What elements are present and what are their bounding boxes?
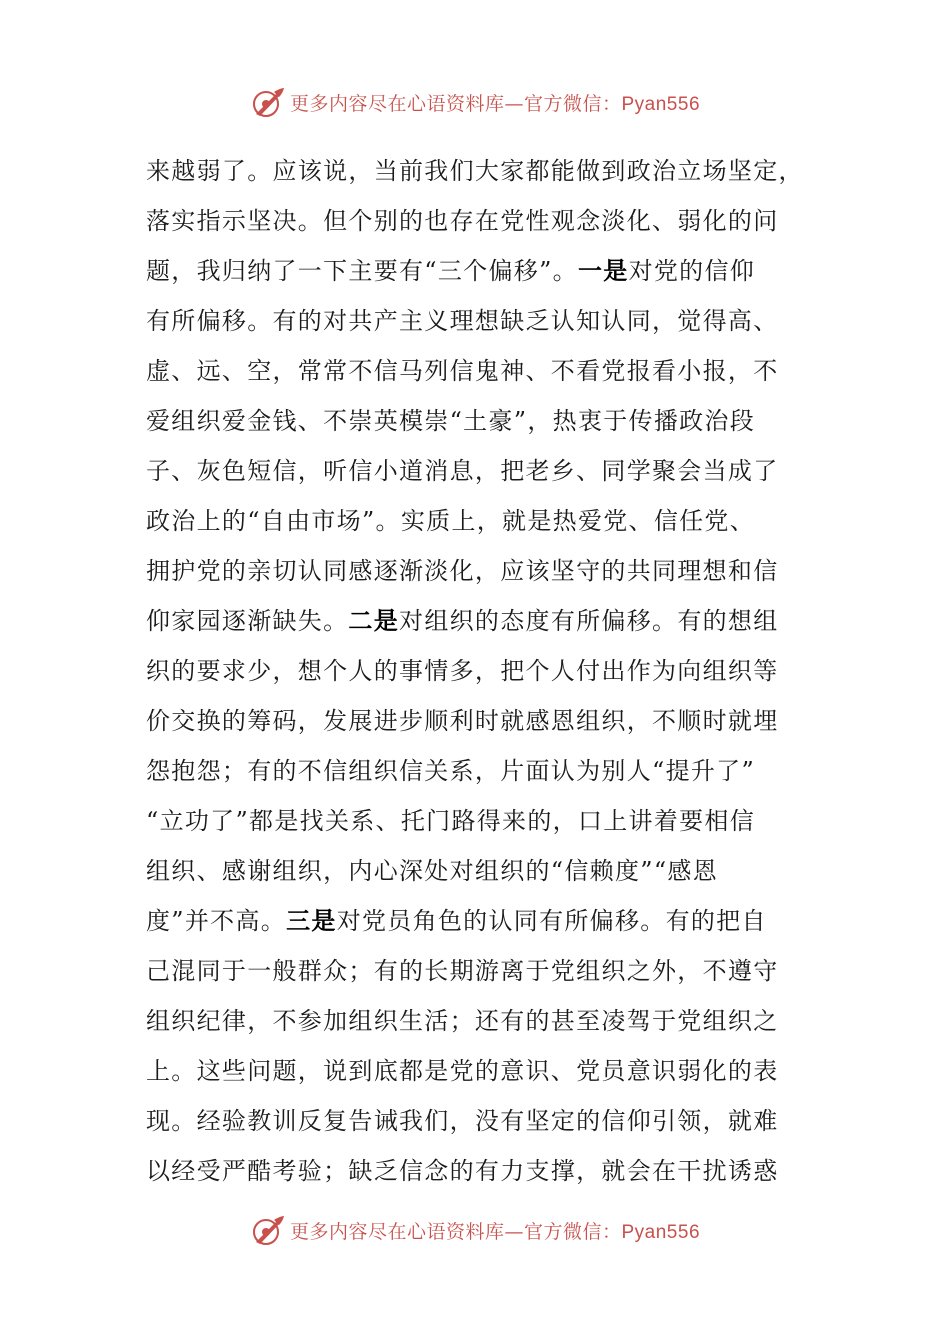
emphasis-label: 二是	[348, 606, 400, 635]
body-line	[146, 296, 796, 346]
footer-watermark-text	[290, 1217, 700, 1244]
body-text: 现。经验教训反复告诫我们，没有坚定的信仰引领，就难	[146, 1107, 779, 1135]
body-text: 拥护党的亲切认同感逐渐淡化，应该坚守的共同理想和信	[146, 557, 779, 585]
body-line	[146, 546, 796, 596]
body-text: 政治上的“自由市场”。实质上，就是热爱党、信任党、	[146, 507, 756, 535]
body-line	[146, 446, 796, 496]
body-text: 对党的信仰	[628, 257, 756, 285]
body-line	[146, 396, 796, 446]
body-text: 以经受严酷考验；缺乏信念的有力支撑，就会在干扰诱惑	[146, 1157, 779, 1185]
body-text: 组织、感谢组织，内心深处对组织的“信赖度”“感恩	[146, 857, 719, 885]
body-text: 仰家园逐渐缺失。	[146, 607, 349, 635]
body-line	[146, 846, 796, 896]
body-text: 对党员角色的认同有所偏移。有的把自	[336, 907, 767, 935]
body-text: 组织纪律，不参加组织生活；还有的甚至凌驾于党组织之	[146, 1007, 779, 1035]
body-text: 子、灰色短信，听信小道消息，把老乡、同学聚会当成了	[146, 457, 779, 485]
document-body	[146, 146, 804, 1196]
footer-text: 更多内容尽在心语资料库—官方微信：	[289, 1220, 622, 1243]
body-line	[146, 246, 796, 296]
header-watermark	[0, 80, 950, 124]
body-text: 怨抱怨；有的不信组织信关系，片面认为别人“提升了”	[146, 757, 756, 785]
body-text: 来越弱了。应该说，当前我们大家都能做到政治立场坚定，	[146, 157, 804, 185]
footer-wechat-id: Pyan556	[621, 1221, 701, 1243]
body-line	[146, 896, 796, 946]
body-line	[146, 496, 796, 546]
body-text: 对组织的态度有所偏移。有的想组	[399, 607, 779, 635]
emphasis-label: 三是	[286, 906, 337, 935]
quill-logo-icon	[250, 1212, 286, 1248]
body-text: “立功了”都是找关系、托门路得来的，口上讲着要相信	[146, 807, 756, 835]
body-line	[146, 596, 796, 646]
quill-logo-icon	[250, 84, 286, 120]
body-text: 有所偏移。有的对共产主义理想缺乏认知认同，觉得高、	[146, 307, 779, 335]
body-text: 虚、远、空，常常不信马列信鬼神、不看党报看小报，不	[146, 357, 779, 385]
body-text: 爱组织爱金钱、不崇英模崇“土豪”，热衷于传播政治段	[146, 407, 756, 435]
body-text: 价交换的筹码，发展进步顺利时就感恩组织，不顺时就埋	[146, 707, 779, 735]
body-line	[146, 1046, 796, 1096]
body-line	[146, 346, 796, 396]
body-line	[146, 946, 796, 996]
body-line	[146, 746, 796, 796]
body-text: 题，我归纳了一下主要有“三个偏移”。	[146, 257, 578, 285]
body-text: 己混同于一般群众；有的长期游离于党组织之外，不遵守	[146, 957, 779, 985]
body-line	[146, 146, 804, 196]
body-line	[146, 196, 796, 246]
body-text: 落实指示坚决。但个别的也存在党性观念淡化、弱化的问	[146, 207, 779, 235]
emphasis-label: 一是	[577, 256, 629, 285]
body-text: 度”并不高。	[146, 907, 287, 935]
body-line	[146, 1096, 796, 1146]
body-line	[146, 646, 796, 696]
body-text: 织的要求少，想个人的事情多，把个人付出作为向组织等	[146, 657, 779, 685]
body-line	[146, 796, 796, 846]
header-watermark-text	[290, 89, 700, 116]
body-line	[146, 996, 796, 1046]
body-line	[146, 1146, 796, 1196]
header-wechat-id: Pyan556	[621, 93, 701, 115]
footer-watermark	[0, 1208, 950, 1252]
header-text: 更多内容尽在心语资料库—官方微信：	[289, 92, 622, 115]
body-line	[146, 696, 796, 746]
body-text: 上。这些问题，说到底都是党的意识、党员意识弱化的表	[146, 1057, 779, 1085]
